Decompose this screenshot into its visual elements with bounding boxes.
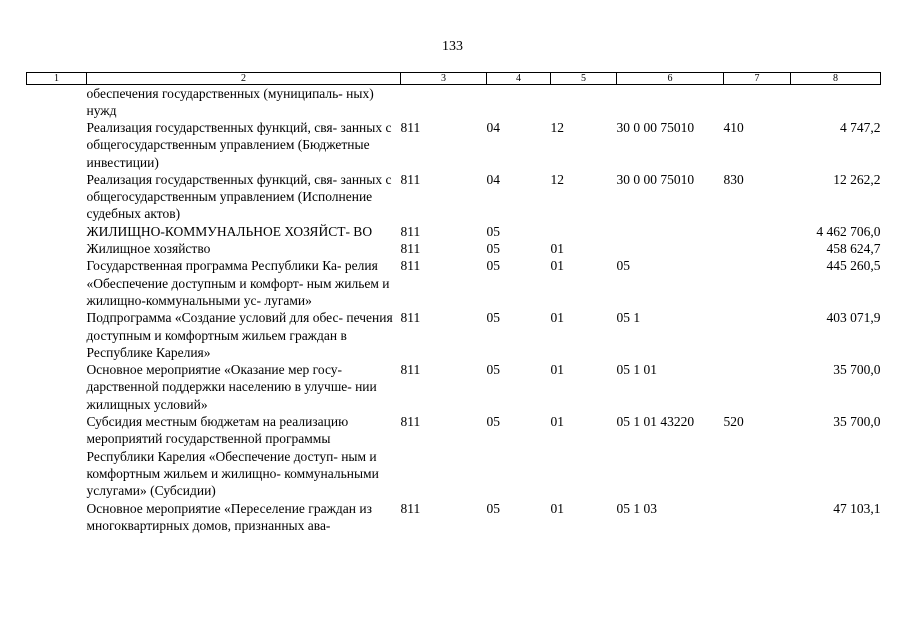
- expense-type-code: [724, 257, 791, 309]
- page-number: 133: [442, 39, 463, 54]
- table-row: [27, 85, 881, 120]
- table-row: [27, 240, 881, 257]
- amount-value: 4 462 706,0: [816, 223, 881, 239]
- row-spacer: [27, 85, 87, 120]
- section-code: 05: [486, 500, 500, 516]
- budget-item-name: Реализация государственных функций, свя- занных с общегосударственным управлением (Бюджетные инвестиции): [86, 120, 392, 170]
- subsection-code: 01: [550, 362, 564, 378]
- target-article-code: 05 1 01: [616, 362, 657, 378]
- subsection-code: [551, 85, 617, 120]
- column-number: 7: [724, 73, 791, 85]
- budget-item-name: Жилищное хозяйство: [86, 241, 211, 257]
- expense-type-code: [724, 500, 791, 535]
- target-article-code: 05 1 03: [616, 500, 657, 516]
- table-row: [27, 413, 881, 499]
- ministry-code: 811: [400, 241, 421, 257]
- row-spacer: [27, 361, 87, 413]
- amount-value: 403 071,9: [826, 310, 881, 326]
- column-number: 2: [87, 73, 401, 85]
- column-number: 8: [791, 73, 881, 85]
- expense-type-code: [724, 85, 791, 120]
- ministry-code: 811: [400, 362, 421, 378]
- subsection-code: 01: [550, 241, 564, 257]
- table-row: [27, 500, 881, 535]
- budget-item-name: ЖИЛИЩНО-КОММУНАЛЬНОЕ ХОЗЯЙСТ- ВО: [86, 223, 373, 239]
- budget-item-name: Реализация государственных функций, свя- занных с общегосударственным управлением (Исполнение судебных актов): [86, 171, 392, 222]
- budget-table: [26, 72, 881, 534]
- row-spacer: [27, 223, 87, 240]
- target-article-code: 30 0 00 75010: [616, 171, 695, 187]
- budget-item-name: Подпрограмма «Создание условий для обес- печения доступным и комфортным жильем граждан в Республике Карелия»: [86, 310, 393, 360]
- table-row: [27, 119, 881, 171]
- row-spacer: [27, 413, 87, 499]
- amount-value: 35 700,0: [833, 414, 881, 430]
- table-header: [27, 73, 881, 85]
- column-number: 6: [617, 73, 724, 85]
- ministry-code: [401, 85, 487, 120]
- expense-type-code: [724, 223, 791, 240]
- table-row: [27, 309, 881, 361]
- amount-value: 445 260,5: [826, 258, 881, 274]
- table-row: [27, 223, 881, 240]
- amount-value: [791, 85, 881, 120]
- row-spacer: [27, 119, 87, 171]
- target-article-code: 30 0 00 75010: [616, 120, 695, 135]
- table-body: [27, 85, 881, 535]
- column-number: 1: [27, 73, 87, 85]
- expense-type-code: [724, 240, 791, 257]
- budget-item-name: Основное мероприятие «Оказание мер госу- дарственной поддержки населению в улучше- нии жилищных условий»: [86, 362, 377, 412]
- row-spacer: [27, 500, 87, 535]
- target-article-code: 05 1 01 43220: [616, 414, 695, 430]
- budget-item-name: Государственная программа Республики Ка- релия «Обеспечение доступным и комфорт- ным жильем и жилищно-коммунальными ус- лугами»: [86, 258, 390, 308]
- section-code: 05: [486, 310, 500, 326]
- section-code: 05: [486, 258, 500, 274]
- expense-type-code: 830: [723, 171, 744, 187]
- section-code: 05: [486, 223, 500, 239]
- subsection-code: 12: [550, 171, 564, 187]
- ministry-code: 811: [400, 500, 421, 516]
- subsection-code: 12: [550, 120, 564, 135]
- amount-value: 458 624,7: [826, 241, 881, 257]
- budget-item-name: Основное мероприятие «Переселение граждан из многоквартирных домов, признанных ава-: [86, 500, 372, 533]
- section-code: 04: [486, 171, 500, 187]
- subsection-code: 01: [550, 414, 564, 430]
- row-spacer: [27, 309, 87, 361]
- budget-item-name: Субсидия местным бюджетам на реализацию мероприятий государственной программы Республики Карелия «Обеспечение доступ- ным и комфортным жильем и жилищно- коммунальными услугами» (Субсидии): [86, 414, 379, 499]
- table-row: [27, 257, 881, 309]
- expense-type-code: [724, 309, 791, 361]
- table-row: [27, 361, 881, 413]
- section-code: 05: [486, 414, 500, 430]
- subsection-code: 01: [550, 310, 564, 326]
- expense-type-code: [724, 361, 791, 413]
- section-code: 04: [486, 120, 500, 135]
- ministry-code: 811: [400, 310, 421, 326]
- section-code: 05: [486, 362, 500, 378]
- section-code: 05: [486, 241, 500, 257]
- column-number: 4: [487, 73, 551, 85]
- expense-type-code: 520: [723, 414, 744, 430]
- ministry-code: 811: [400, 414, 421, 430]
- amount-value: 47 103,1: [833, 500, 881, 516]
- ministry-code: 811: [400, 258, 421, 274]
- amount-value: 35 700,0: [833, 362, 881, 378]
- row-spacer: [27, 240, 87, 257]
- table-row: [27, 171, 881, 223]
- column-number: 3: [401, 73, 487, 85]
- budget-item-name: обеспечения государственных (муниципаль- ных) нужд: [86, 86, 374, 118]
- row-spacer: [27, 257, 87, 309]
- target-article-code: [617, 223, 724, 240]
- target-article-code: 05 1: [616, 310, 641, 326]
- subsection-code: [551, 223, 617, 240]
- target-article-code: 05: [616, 258, 630, 274]
- column-numbers-row: [27, 73, 881, 85]
- subsection-code: 01: [550, 258, 564, 274]
- ministry-code: 811: [400, 120, 421, 135]
- section-code: [487, 85, 551, 120]
- target-article-code: [617, 240, 724, 257]
- row-spacer: [27, 171, 87, 223]
- ministry-code: 811: [400, 171, 421, 187]
- amount-value: 12 262,2: [833, 171, 881, 187]
- ministry-code: 811: [400, 223, 421, 239]
- column-number: 5: [551, 73, 617, 85]
- subsection-code: 01: [550, 500, 564, 516]
- amount-value: 4 747,2: [840, 120, 881, 135]
- expense-type-code: 410: [723, 120, 744, 135]
- target-article-code: [617, 85, 724, 120]
